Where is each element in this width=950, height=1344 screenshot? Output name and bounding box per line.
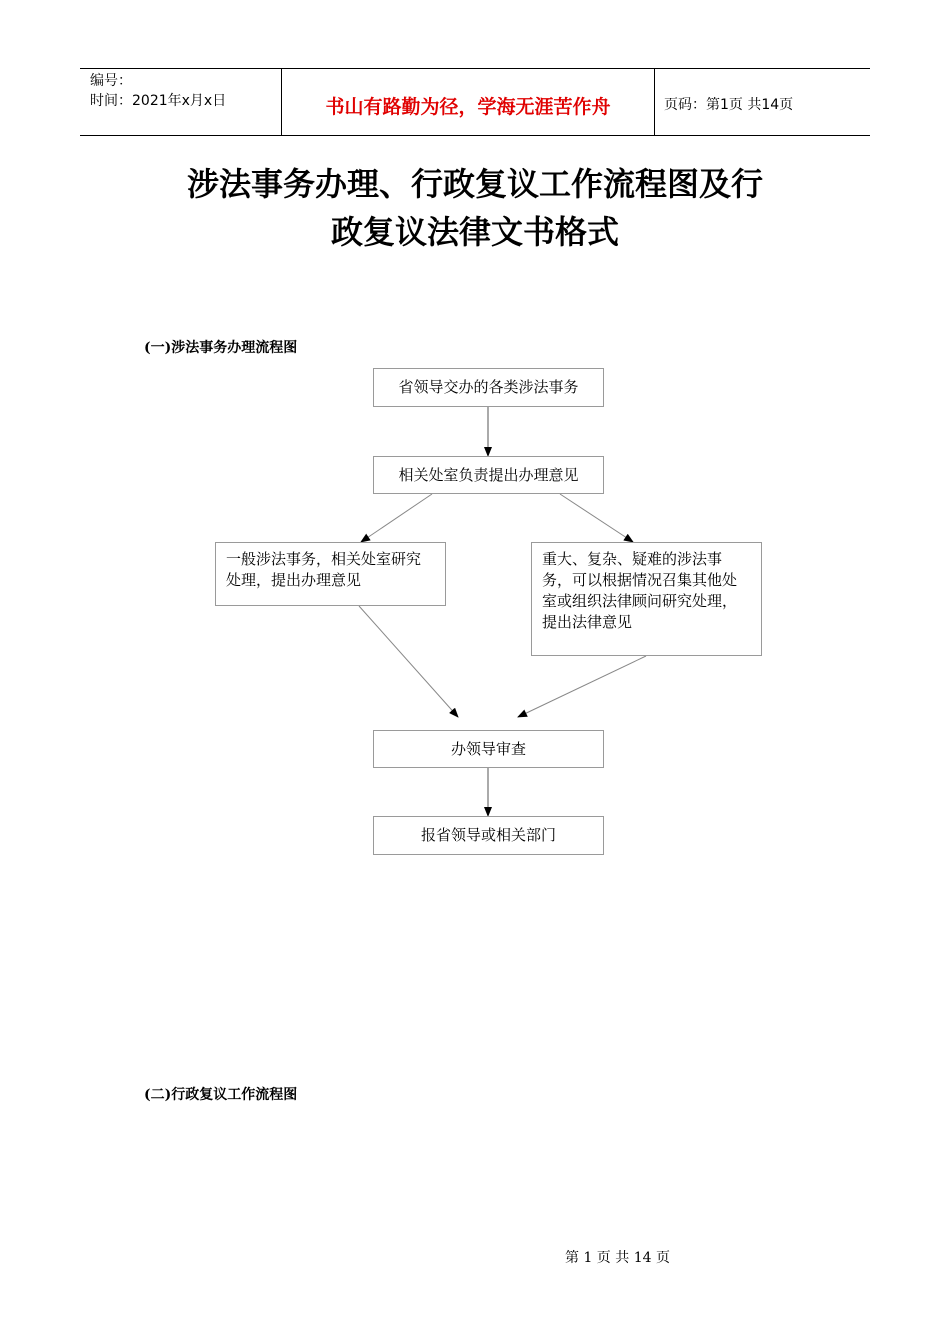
header-motto: 书山有路勤为径，学海无涯苦作舟 (325, 96, 611, 118)
arrow-n2-n3b (560, 494, 633, 542)
arrow-n2-n3a (361, 494, 432, 542)
section2-heading: (二)行政复议工作流程图 (144, 1087, 298, 1103)
flow-node-major-matters: 重大、复杂、疑难的涉法事务，可以根据情况召集其他处室或组织法律顾问研究处理，提出法律意见 (531, 542, 762, 656)
document-title-line2: 政复议法律文书格式 (330, 213, 619, 251)
flow-node-general-matters: 一般涉法事务，相关处室研究处理，提出办理意见 (215, 542, 446, 606)
flow-node-leader-review: 办领导审查 (373, 730, 604, 768)
flow-node-propose-opinion: 相关处室负责提出办理意见 (373, 456, 604, 494)
section1-heading: (一)涉法事务办理流程图 (144, 340, 298, 356)
arrow-n3a-n4 (359, 606, 458, 717)
arrow-n3b-n4 (518, 656, 646, 717)
page-footer: 第 1 页 共 14 页 (565, 1250, 670, 1266)
header-page-info: 页码：第1页 共14页 (664, 97, 794, 113)
document-title-line1: 涉法事务办理、行政复议工作流程图及行 (186, 165, 763, 203)
time-label: 时间：2021年x月x日 (90, 93, 227, 109)
flow-node-report: 报省领导或相关部门 (373, 816, 604, 855)
flow-node-assigned-matters: 省领导交办的各类涉法事务 (373, 368, 604, 407)
number-label: 编号： (90, 73, 132, 89)
